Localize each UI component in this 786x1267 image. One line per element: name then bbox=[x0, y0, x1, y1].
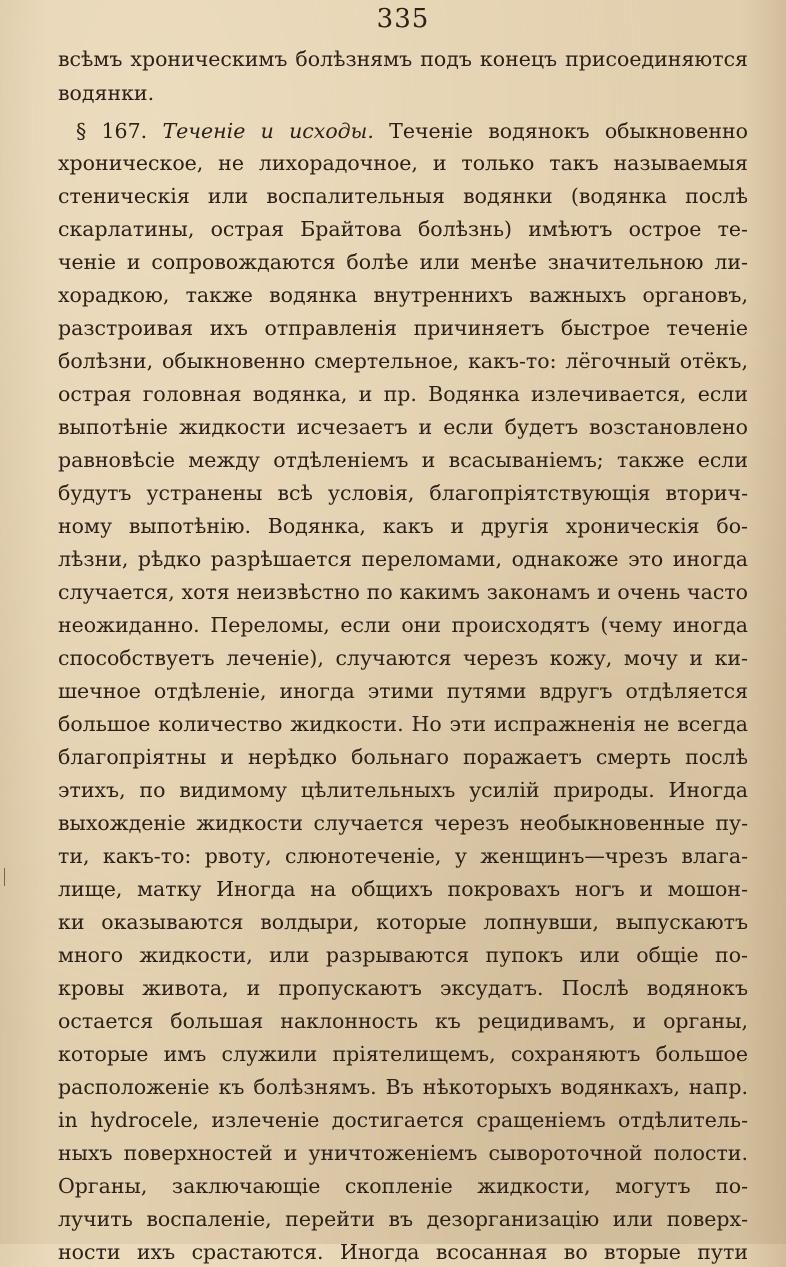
text-line: которые имъ служили пріятелищемъ, сохраняютъ большое bbox=[58, 1042, 748, 1066]
text-line: выпотѣніе жидкости исчезаетъ и если будетъ возстановлено bbox=[58, 415, 748, 439]
text-line: Органы, заключающіе скопленіе жидкости, могутъ по- bbox=[58, 1174, 748, 1198]
text-line-cut: ности ихъ срастаются. Иногда всосанная во вторые пути bbox=[58, 1240, 748, 1264]
text-line: лѣзни, рѣдко разрѣшается переломами, однакоже это иногда bbox=[58, 547, 748, 571]
text-line: способствуетъ леченіе), случаются черезъ кожу, мочу и ки- bbox=[58, 646, 748, 670]
text-line: всѣмъ хроническимъ болѣзнямъ подъ конецъ присоединяются bbox=[58, 47, 748, 71]
text-line: болѣзни, обыкновенно смертельное, какъ-то: лёгочный отёкъ, bbox=[58, 349, 748, 373]
text-line: лище, матку Иногда на общихъ покровахъ ногъ и мошон- bbox=[58, 877, 748, 901]
text-line: лучить воспаленіе, перейти въ дезорганизацію или поверх- bbox=[58, 1207, 748, 1231]
text-line: кровы живота, и пропускаютъ эксудатъ. Послѣ водянокъ bbox=[58, 976, 748, 1000]
text-line: выхожденіе жидкости случается черезъ необыкновенные пу- bbox=[58, 811, 748, 835]
section-title: Теченіе и исходы. bbox=[162, 119, 374, 143]
text-line: благопріятны и нерѣдко больнаго поражаетъ смерть послѣ bbox=[58, 745, 748, 769]
section-heading-line bbox=[58, 116, 748, 146]
text-line: большое количество жидкости. Но эти испражненія не всегда bbox=[58, 712, 748, 736]
text-line: ти, какъ-то: рвоту, слюнотеченіе, у женщинъ—чрезъ влага- bbox=[58, 844, 748, 868]
text-line: много жидкости, или разрываются пупокъ или общіе по- bbox=[58, 943, 748, 967]
text-line: шечное отдѣленіе, иногда этими путями вдругъ отдѣляется bbox=[58, 679, 748, 703]
text-line: водянки. bbox=[58, 81, 155, 105]
text-line: неожиданно. Переломы, если они происходятъ (чему иногда bbox=[58, 613, 748, 637]
text-line: равновѣсіе между отдѣленіемъ и всасываніемъ; также если bbox=[58, 448, 748, 472]
text-line: будутъ устранены всѣ условія, благопріятствующія вторич- bbox=[58, 481, 748, 505]
text-line: ки оказываются волдыри, которые лопнувши, выпускаютъ bbox=[58, 910, 748, 934]
text-line: хроническое, не лихорадочное, и только такъ называемыя bbox=[58, 151, 748, 175]
margin-mark bbox=[4, 868, 5, 886]
text-line: стеническія или воспалительныя водянки (водянка послѣ bbox=[58, 184, 748, 208]
text-line: хорадкою, также водянка внутреннихъ важныхъ органовъ, bbox=[58, 283, 748, 307]
text-line: Теченіе водянокъ обыкновенно bbox=[389, 119, 748, 143]
book-page bbox=[58, 0, 748, 1264]
section-number: § 167. bbox=[76, 119, 148, 143]
text-line: случается, хотя неизвѣстно по какимъ законамъ и очень часто bbox=[58, 580, 748, 604]
text-line: ному выпотѣнію. Водянка, какъ и другія хроническія бо- bbox=[58, 514, 748, 538]
text-line: in hydrocele, излеченіе достигается сращеніемъ отдѣлитель- bbox=[58, 1108, 748, 1132]
text-line: острая головная водянка, и пр. Водянка излечивается, если bbox=[58, 382, 748, 406]
text-line: разстроивая ихъ отправленія причиняетъ быстрое теченіе bbox=[58, 316, 748, 340]
text-line: ныхъ поверхностей и уничтоженіемъ сывороточной полости. bbox=[58, 1141, 748, 1165]
text-line: этихъ, по видимому цѣлительныхъ усилій природы. Иногда bbox=[58, 778, 748, 802]
text-line: остается большая наклонность къ рецидивамъ, и органы, bbox=[58, 1009, 748, 1033]
text-line: ченіе и сопровождаются болѣе или менѣе значительною ли- bbox=[58, 250, 748, 274]
page-number: 335 bbox=[376, 4, 430, 34]
text-line: расположеніе къ болѣзнямъ. Въ нѣкоторыхъ водянкахъ, напр. bbox=[58, 1075, 748, 1099]
text-line: скарлатины, острая Брайтова болѣзнь) имѣютъ острое те- bbox=[58, 217, 748, 241]
